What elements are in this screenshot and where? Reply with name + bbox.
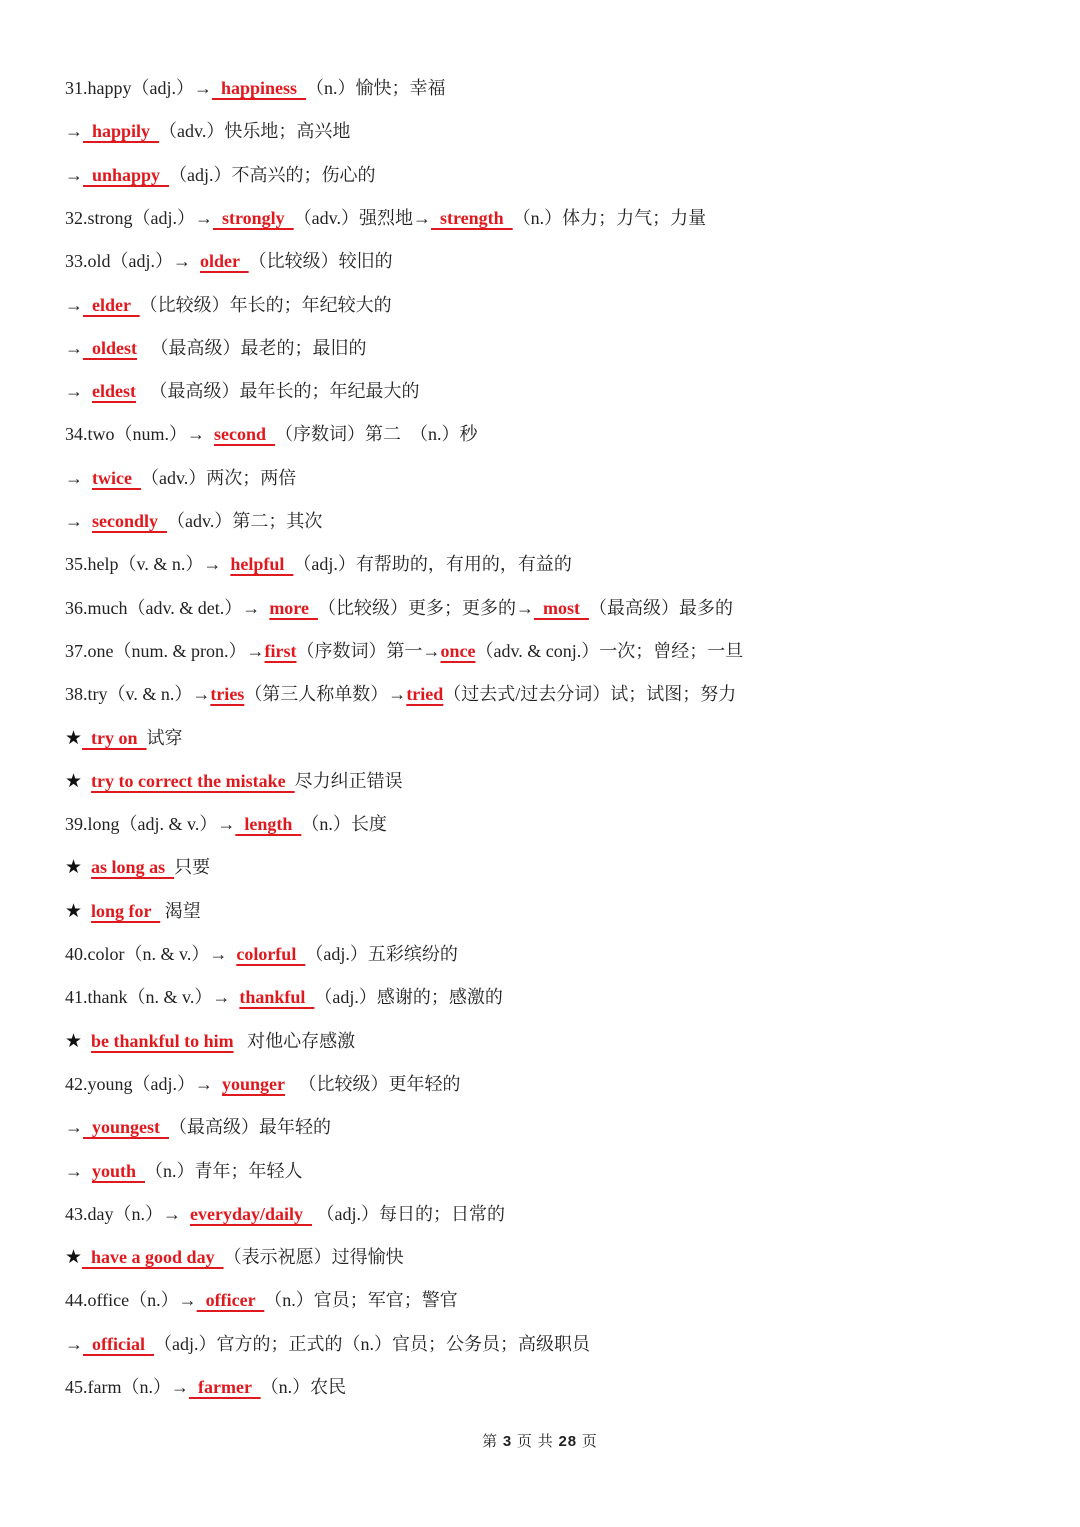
answer-blank: first bbox=[264, 640, 297, 661]
line-text: → bbox=[65, 1117, 83, 1138]
answer-blank: second bbox=[214, 424, 276, 445]
line-text: （adv.）快乐地；高兴地 bbox=[159, 121, 351, 142]
line-text: （最高级）最年长的；年纪最大的 bbox=[136, 381, 420, 402]
line-text: 试穿 bbox=[146, 727, 183, 748]
line-text: （比较级）更多；更多的→ bbox=[317, 597, 534, 618]
line-text: 39.long（adj. & v.）→ bbox=[65, 814, 236, 835]
line-text: （最高级）最年轻的 bbox=[169, 1117, 332, 1138]
answer-blank: eldest bbox=[92, 381, 136, 402]
answer-blank: more bbox=[269, 597, 318, 618]
vocab-line bbox=[65, 203, 706, 233]
answer-blank: have a good day bbox=[82, 1247, 224, 1268]
line-text: （n.）农民 bbox=[260, 1377, 347, 1397]
answer-blank: tries bbox=[210, 684, 245, 705]
answer-blank: once bbox=[440, 640, 476, 661]
line-text: 45.farm（n.）→ bbox=[65, 1377, 189, 1397]
answer-blank: official bbox=[83, 1333, 154, 1354]
line-text: 38.try（v. & n.）→ bbox=[65, 684, 211, 705]
vocab-line bbox=[65, 73, 446, 103]
line-text: 34.two（num.）→ bbox=[65, 424, 215, 445]
answer-blank: as long as bbox=[91, 857, 175, 878]
answer-blank: long for bbox=[91, 900, 161, 921]
line-text: （adj.）五彩缤纷的 bbox=[305, 944, 458, 964]
line-text: （比较级）更年轻的 bbox=[285, 1073, 461, 1094]
total-page-count: 28 bbox=[558, 1433, 578, 1450]
vocab-line bbox=[65, 506, 322, 536]
page-footer bbox=[0, 1430, 1080, 1451]
line-text: （adv.）第二；其次 bbox=[167, 511, 323, 531]
line-text: → bbox=[65, 1333, 83, 1354]
answer-blank: twice bbox=[92, 467, 141, 488]
line-text: 42.young（adj.）→ bbox=[65, 1073, 222, 1094]
answer-blank: colorful bbox=[236, 944, 306, 964]
answer-blank: try on bbox=[82, 727, 147, 748]
star-icon: ★ bbox=[65, 856, 83, 879]
star-icon: ★ bbox=[65, 1029, 83, 1052]
line-text: （adj.）不高兴的；伤心的 bbox=[169, 164, 376, 185]
star-icon: ★ bbox=[65, 726, 83, 749]
vocab-line bbox=[65, 1026, 355, 1056]
vocab-line bbox=[65, 852, 210, 882]
footer-prefix: 第 bbox=[482, 1434, 503, 1450]
vocab-line bbox=[65, 1069, 461, 1099]
line-text: → bbox=[65, 121, 83, 142]
line-text: （n.）青年；年轻人 bbox=[145, 1160, 303, 1181]
vocab-line bbox=[65, 723, 183, 753]
line-text: 37.one（num. & pron.）→ bbox=[65, 640, 265, 661]
vocab-line bbox=[65, 1156, 303, 1186]
vocab-line bbox=[65, 1285, 458, 1315]
line-text: 对他心存感激 bbox=[233, 1030, 356, 1051]
vocab-line bbox=[65, 896, 201, 926]
star-icon: ★ bbox=[65, 1246, 83, 1269]
line-text: （过去式/过去分词）试；试图；努力 bbox=[443, 684, 737, 705]
vocab-line bbox=[65, 116, 350, 146]
line-text: → bbox=[65, 294, 83, 315]
line-text: 31.happy（adj.）→ bbox=[65, 78, 212, 98]
answer-blank: secondly bbox=[92, 511, 168, 531]
answer-blank: older bbox=[200, 251, 249, 272]
line-text: → bbox=[65, 337, 83, 358]
line-text: 41.thank（n. & v.）→ bbox=[65, 987, 240, 1008]
vocab-line bbox=[65, 160, 376, 190]
vocab-line bbox=[65, 939, 458, 969]
vocab-line bbox=[65, 636, 743, 666]
line-text: 36.much（adv. & det.）→ bbox=[65, 597, 270, 618]
answer-blank: try to correct the mistake bbox=[91, 770, 295, 791]
answer-blank: elder bbox=[83, 294, 140, 315]
star-icon: ★ bbox=[65, 899, 83, 922]
vocab-line bbox=[65, 679, 736, 709]
line-text: （n.）愉快；幸福 bbox=[306, 78, 446, 98]
answer-blank: length bbox=[235, 814, 302, 835]
line-text: （n.）官员；军官；警官 bbox=[264, 1290, 458, 1311]
star-icon: ★ bbox=[65, 769, 83, 792]
answer-blank: thankful bbox=[239, 987, 315, 1008]
line-text: → bbox=[65, 164, 83, 185]
line-text: （最高级）最老的；最旧的 bbox=[137, 337, 367, 358]
line-text: （序数词）第一→ bbox=[296, 640, 441, 661]
answer-blank: happily bbox=[83, 121, 160, 142]
answer-blank: unhappy bbox=[83, 164, 170, 185]
footer-middle: 页 共 bbox=[512, 1434, 559, 1450]
vocab-line bbox=[65, 376, 420, 406]
vocab-line bbox=[65, 1112, 331, 1142]
line-text bbox=[82, 771, 91, 791]
line-text: （比较级）较旧的 bbox=[248, 251, 393, 272]
answer-blank: officer bbox=[196, 1290, 265, 1311]
line-text: （adj.）感谢的；感激的 bbox=[314, 987, 503, 1008]
line-text: （最高级）最多的 bbox=[588, 597, 733, 618]
vocab-line bbox=[65, 766, 403, 796]
answer-blank: strongly bbox=[213, 207, 294, 228]
line-text: （n.）体力；力气；力量 bbox=[512, 207, 707, 228]
line-text bbox=[82, 857, 91, 877]
vocab-line bbox=[65, 549, 572, 579]
line-text bbox=[82, 1031, 91, 1051]
answer-blank: happiness bbox=[211, 78, 307, 98]
line-text: 35.help（v. & n.）→ bbox=[65, 554, 231, 575]
line-text: 43.day（n.）→ bbox=[65, 1203, 190, 1224]
line-text: （adj.）有帮助的，有用的，有益的 bbox=[293, 554, 572, 575]
line-text bbox=[82, 901, 91, 921]
answer-blank: oldest bbox=[83, 337, 137, 358]
line-text: （序数词）第二 （n.）秒 bbox=[275, 424, 478, 445]
vocab-line bbox=[65, 1329, 590, 1359]
line-text: （adv. & conj.）一次；曾经；一旦 bbox=[475, 640, 744, 661]
line-text: （adv.）两次；两倍 bbox=[140, 467, 297, 488]
vocab-line bbox=[65, 333, 367, 363]
vocab-line bbox=[65, 419, 478, 449]
vocab-line bbox=[65, 463, 296, 493]
line-text: 44.office（n.）→ bbox=[65, 1290, 197, 1311]
answer-blank: tried bbox=[406, 684, 444, 705]
footer-suffix: 页 bbox=[577, 1434, 598, 1450]
line-text: （第三人称单数）→ bbox=[244, 684, 407, 705]
line-text: 只要 bbox=[174, 857, 211, 878]
vocab-line bbox=[65, 593, 733, 623]
vocab-line bbox=[65, 246, 393, 276]
line-text: → bbox=[65, 467, 92, 488]
line-text: → bbox=[65, 381, 92, 402]
line-text: 40.color（n. & v.）→ bbox=[65, 944, 237, 964]
line-text: （adj.）每日的；日常的 bbox=[312, 1203, 505, 1224]
vocab-line bbox=[65, 290, 392, 320]
answer-blank: most bbox=[533, 597, 589, 618]
line-text: → bbox=[65, 1160, 92, 1181]
line-text: 尽力纠正错误 bbox=[294, 770, 403, 791]
vocab-line bbox=[65, 1242, 404, 1272]
vocab-line bbox=[65, 982, 503, 1012]
line-text: （表示祝愿）过得愉快 bbox=[223, 1247, 404, 1268]
answer-blank: helpful bbox=[230, 554, 294, 575]
answer-blank: youngest bbox=[83, 1117, 170, 1138]
answer-blank: be thankful to him bbox=[91, 1030, 234, 1051]
line-text: → bbox=[65, 511, 92, 531]
line-text: 32.strong（adj.）→ bbox=[65, 207, 213, 228]
line-text: 33.old（adj.）→ bbox=[65, 251, 200, 272]
line-text: 渴望 bbox=[160, 900, 201, 921]
answer-blank: strength bbox=[431, 207, 513, 228]
line-text: （n.）长度 bbox=[301, 814, 387, 835]
vocab-line bbox=[65, 809, 387, 839]
line-text: （adj.）官方的；正式的（n.）官员；公务员；高级职员 bbox=[153, 1333, 590, 1354]
line-text: （比较级）年长的；年纪较大的 bbox=[139, 294, 392, 315]
answer-blank: youth bbox=[92, 1160, 146, 1181]
current-page-number: 3 bbox=[502, 1433, 513, 1450]
vocab-line bbox=[65, 1372, 346, 1402]
vocab-line bbox=[65, 1199, 505, 1229]
answer-blank: everyday/daily bbox=[190, 1203, 312, 1224]
answer-blank: farmer bbox=[188, 1377, 261, 1397]
answer-blank: younger bbox=[222, 1073, 285, 1094]
line-text: （adv.）强烈地→ bbox=[293, 207, 432, 228]
